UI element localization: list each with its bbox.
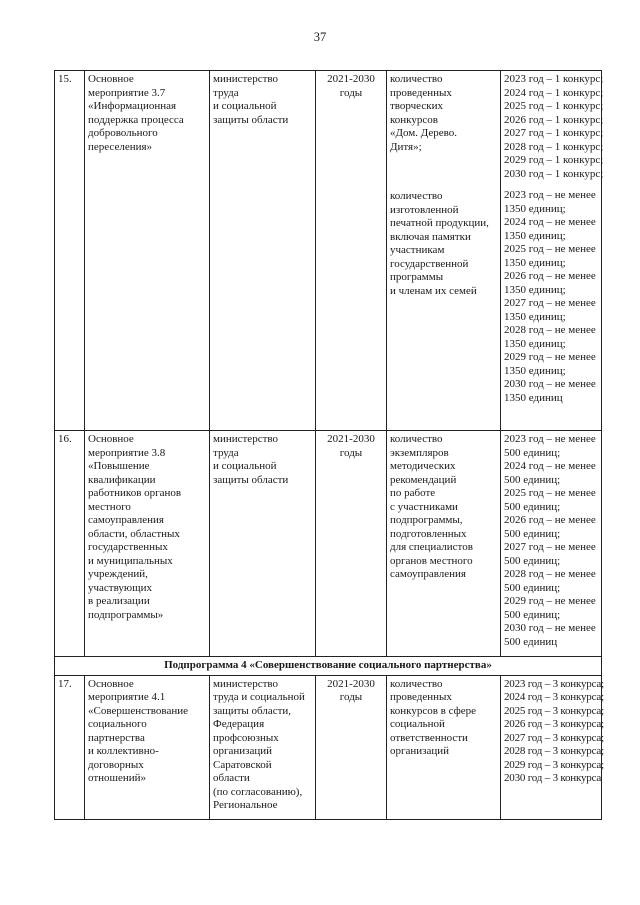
plan-value: 2027 год – не менее 1350 единиц; — [504, 297, 596, 323]
implementation-years: 2021-2030 годы — [316, 675, 387, 819]
table-row-16 — [55, 431, 602, 657]
plan-value: 2028 год – 3 конкурса; — [504, 745, 604, 757]
executor: министерство труда и социальной защиты области, Федерация профсоюзных организаций Саратовской области (по согласованию), Региональное — [210, 675, 316, 819]
table-row-15 — [55, 71, 602, 431]
plan-value: 2028 год – не менее 500 единиц; — [504, 568, 596, 594]
measure-name: Основное мероприятие 4.1 «Совершенствование социального партнерства и коллективно- договорных отношений» — [85, 675, 210, 819]
implementation-years: 2021-2030 годы — [316, 71, 387, 431]
plan-value: 2025 год – 1 конкурс; — [504, 100, 604, 112]
plan-values-cell — [501, 71, 602, 431]
subprogram-title: Подпрограмма 4 «Совершенствование социального партнерства» — [55, 657, 602, 676]
plan-value: 2027 год – 3 конкурса; — [504, 731, 604, 744]
subprogram-header-row — [55, 657, 602, 676]
plan-value: 2029 год – не менее 1350 единиц; — [504, 351, 596, 377]
plan-value: 2030 год – не менее 1350 единиц — [504, 378, 596, 404]
plan-value: 2027 год – 1 конкурс; — [504, 127, 604, 139]
plan-value: 2029 год – 1 конкурс; — [504, 154, 604, 166]
plan-value: 2024 год – 3 конкурса; — [504, 691, 604, 703]
measures-table — [54, 70, 602, 820]
plan-value: 2030 год – не менее 500 единиц — [504, 622, 596, 648]
implementation-years: 2021-2030 годы — [316, 431, 387, 657]
row-number: 15. — [55, 71, 85, 431]
indicator-cell — [387, 71, 501, 431]
plan-value: 2029 год – 3 конкурса; — [504, 758, 604, 771]
indicator-name: количество экземпляров методических рекомендаций по работе с участниками подпрограммы, подготовленных для специалистов органов местного самоуправления — [390, 433, 473, 580]
plan-value: 2029 год – не менее 500 единиц; — [504, 595, 596, 621]
indicator-cell — [387, 431, 501, 657]
plan-values-cell — [501, 675, 602, 819]
plan-values-cell — [501, 431, 602, 657]
plan-value: 2024 год – не менее 500 единиц; — [504, 460, 596, 486]
plan-value: 2030 год – 3 конкурса — [504, 772, 602, 784]
executor: министерство труда и социальной защиты области — [210, 431, 316, 657]
plan-value: 2023 год – не менее 500 единиц; — [504, 433, 596, 459]
measure-name: Основное мероприятие 3.7 «Информационная поддержка процесса добровольного переселения» — [85, 71, 210, 431]
plan-value: 2025 год – не менее 1350 единиц; — [504, 243, 596, 269]
plan-value: 2026 год – 1 конкурс; — [504, 113, 604, 126]
indicator-cell — [387, 675, 501, 819]
plan-value: 2028 год – 1 конкурс; — [504, 140, 604, 153]
row-number: 16. — [55, 431, 85, 657]
indicator-name: количество проведенных конкурсов в сфере социальной ответственности организаций — [390, 677, 477, 757]
plan-value: 2024 год – 1 конкурс; — [504, 86, 604, 99]
measure-name: Основное мероприятие 3.8 «Повышение квалификации работников органов местного самоуправления области, областных государственных и муниципальных учреждений, участвующих в реализации подпрограммы» — [85, 431, 210, 657]
plan-value: 2027 год – не менее 500 единиц; — [504, 541, 596, 567]
plan-value: 2030 год – 1 конкурс; — [504, 167, 604, 180]
plan-value: 2026 год – не менее 1350 единиц; — [504, 270, 596, 296]
plan-value: 2026 год – не менее 500 единиц; — [504, 514, 596, 540]
executor: министерство труда и социальной защиты области — [210, 71, 316, 431]
plan-value: 2025 год – 3 конкурса; — [504, 704, 604, 717]
plan-value: 2028 год – не менее 1350 единиц; — [504, 324, 596, 350]
indicator-name: количество изготовленной печатной продукции, включая памятки участникам государственной программы и членам их семей — [390, 190, 489, 297]
row-number: 17. — [55, 675, 85, 819]
plan-value: 2026 год – 3 конкурса; — [504, 718, 604, 730]
plan-value: 2023 год – 3 конкурса; — [504, 677, 604, 690]
plan-value: 2024 год – не менее 1350 единиц; — [504, 216, 596, 242]
plan-value: 2023 год – 1 конкурс; — [504, 73, 604, 85]
table-row-17 — [55, 675, 602, 819]
plan-value: 2023 год – не менее 1350 единиц; — [504, 189, 596, 215]
indicator-name: количество проведенных творческих конкурсов «Дом. Дерево. Дитя»; — [390, 73, 458, 153]
plan-value: 2025 год – не менее 500 единиц; — [504, 487, 596, 513]
page-number: 37 — [313, 30, 327, 44]
